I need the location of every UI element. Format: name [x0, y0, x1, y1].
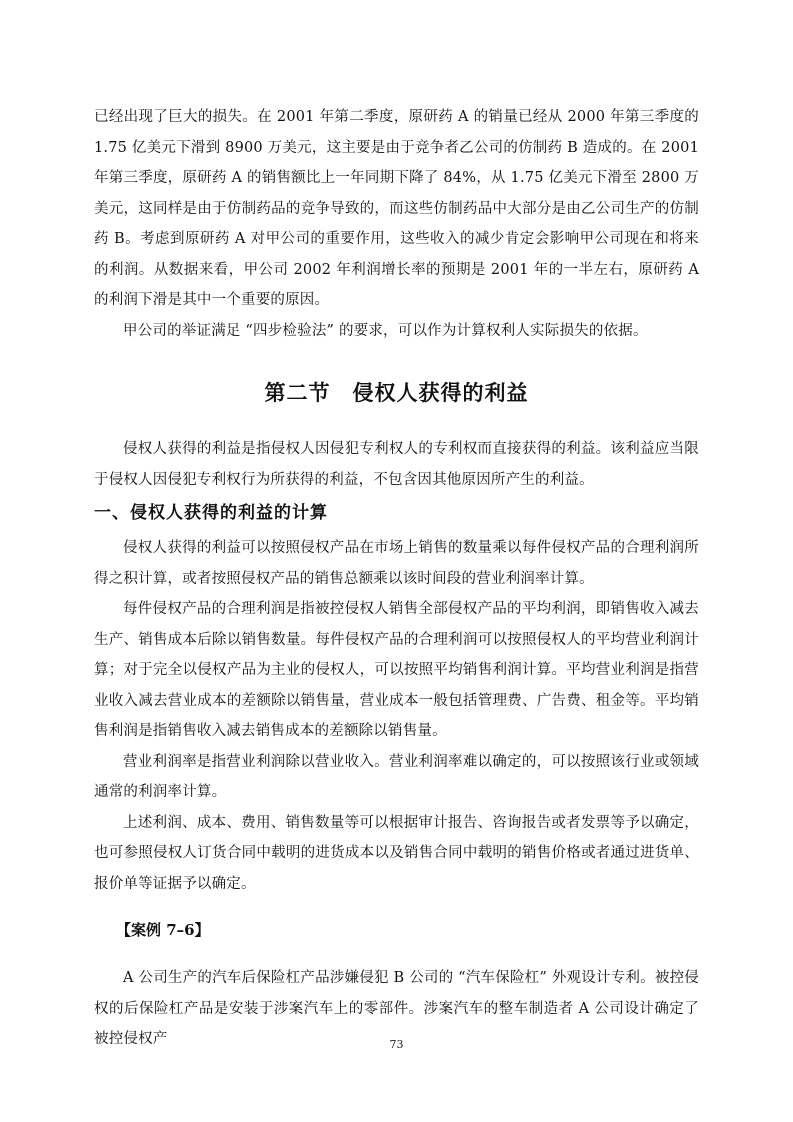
subsection-heading: 一、侵权人获得的利益的计算 — [94, 503, 328, 523]
subsection-paragraph: 侵权人获得的利益可以按照侵权产品在市场上销售的数量乘以每件侵权产品的合理利润所得之积计算，或者按照侵权产品的销售总额乘以该时间段的营业利润率计算。 — [94, 540, 699, 587]
section-number: 第二节 — [264, 380, 331, 405]
intro-paragraph-conclusion: 甲公司的举证满足 “四步检验法” 的要求，可以作为计算权利人实际损失的依据。 — [123, 322, 648, 339]
page-number: 73 — [389, 1038, 404, 1051]
page-body — [94, 102, 699, 1055]
case-paragraph: A 公司生产的汽车后保险杠产品涉嫌侵犯 B 公司的 “汽车保险杠” 外观设计专利。被控侵权的后保险杠产品是安装于涉案汽车上的零部件。涉案汽车的整车制造者 A 公司设计确定了被控侵权产 — [94, 970, 699, 1047]
section-title — [94, 376, 699, 410]
intro-paragraph-continued: 已经出现了巨大的损失。在 2001 年第二季度，原研药 A 的销量已经从 2000 年第三季度的 1.75 亿美元下滑到 8900 万美元，这主要是由于竞争者乙公司的仿制药 B 造成的。在 2001 年第三季度，原研药 A 的销售额比上一年同期下降了 84%，从 1.75 亿美元下滑至 2800 万美元，这同样是由于仿制药品的竞争导致的，而这些仿制药品中大部分是由乙公司生产的仿制药 B。考虑到原研药 A 对甲公司的重要作用，这些收入的减少肯定会影响甲公司现在和将来的利润。从数据来看，甲公司 2002 年利润增长率的预期是 2001 年的一半左右，原研药 A 的利润下滑是其中一个重要的原因。 — [94, 109, 699, 308]
case-label: 【案例 7–6】 — [116, 921, 210, 939]
section-intro-paragraph: 侵权人获得的利益是指侵权人因侵犯专利权人的专利权而直接获得的利益。该利益应当限于侵权人因侵犯专利权行为所获得的利益，不包含因其他原因所产生的利益。 — [94, 441, 699, 488]
subsection-paragraph: 上述利润、成本、费用、销售数量等可以根据审计报告、咨询报告或者发票等予以确定，也可参照侵权人订货合同中载明的进货成本以及销售合同中载明的销售价格或者通过进货单、报价单等证据予以确定。 — [94, 814, 699, 892]
subsection-paragraph: 营业利润率是指营业利润除以营业收入。营业利润率难以确定的，可以按照该行业或领域通常的利润率计算。 — [94, 753, 699, 800]
subsection-paragraph: 每件侵权产品的合理利润是指被控侵权人销售全部侵权产品的平均利润，即销售收入减去生产、销售成本后除以销售数量。每件侵权产品的合理利润可以按照侵权人的平均营业利润计算；对于完全以侵权产品为主业的侵权人，可以按照平均销售利润计算。平均营业利润是指营业收入减去营业成本的差额除以销售量，营业成本一般包括管理费、广告费、租金等。平均销售利润是指销售收入减去销售成本的差额除以销售量。 — [94, 601, 699, 739]
section-title-text: 侵权人获得的利益 — [352, 380, 529, 405]
